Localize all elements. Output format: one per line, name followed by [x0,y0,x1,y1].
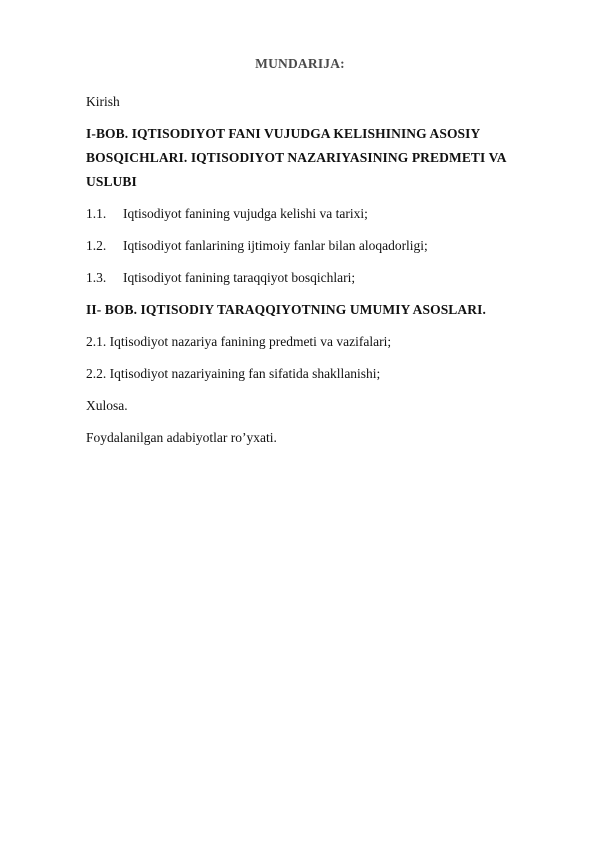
toc-chapter1-line3: USLUBI [86,174,137,189]
section-number: 1.3. [86,270,107,285]
toc-references: Foydalanilgan adabiyotlar ro’yxati. [86,430,277,445]
toc-section-2-1: 2.1. Iqtisodiyot nazariya fanining predmeti va vazifalari; [86,334,392,349]
section-number: 1.2. [86,238,107,253]
toc-section-2-2: 2.2. Iqtisodiyot nazariyaining fan sifatida shakllanishi; [86,366,381,381]
toc-section-1-1 [86,206,368,222]
section-title: Iqtisodiyot fanining taraqqiyot bosqichlari; [123,270,356,285]
toc-chapter2: II- BOB. IQTISODIY TARAQQIYOTNING UMUMIY ASOSLARI. [86,302,486,317]
toc-chapter1-line1: I-BOB. IQTISODIYOT FANI VUJUDGA KELISHINING ASOSIY [86,126,481,141]
section-number: 1.1. [86,206,107,221]
toc-intro: Kirish [86,94,120,109]
toc-section-1-3 [86,270,355,286]
toc-section-1-2 [86,238,428,254]
section-title: Iqtisodiyot fanlarining ijtimoiy fanlar bilan aloqadorligi; [123,238,428,253]
toc-chapter1-line2: BOSQICHLARI. IQTISODIYOT NAZARIYASINING PREDMETI VA [86,150,507,165]
section-title: Iqtisodiyot fanining vujudga kelishi va tarixi; [123,206,368,221]
toc-conclusion: Xulosa. [86,398,128,413]
page-title: MUNDARIJA: [255,56,345,71]
